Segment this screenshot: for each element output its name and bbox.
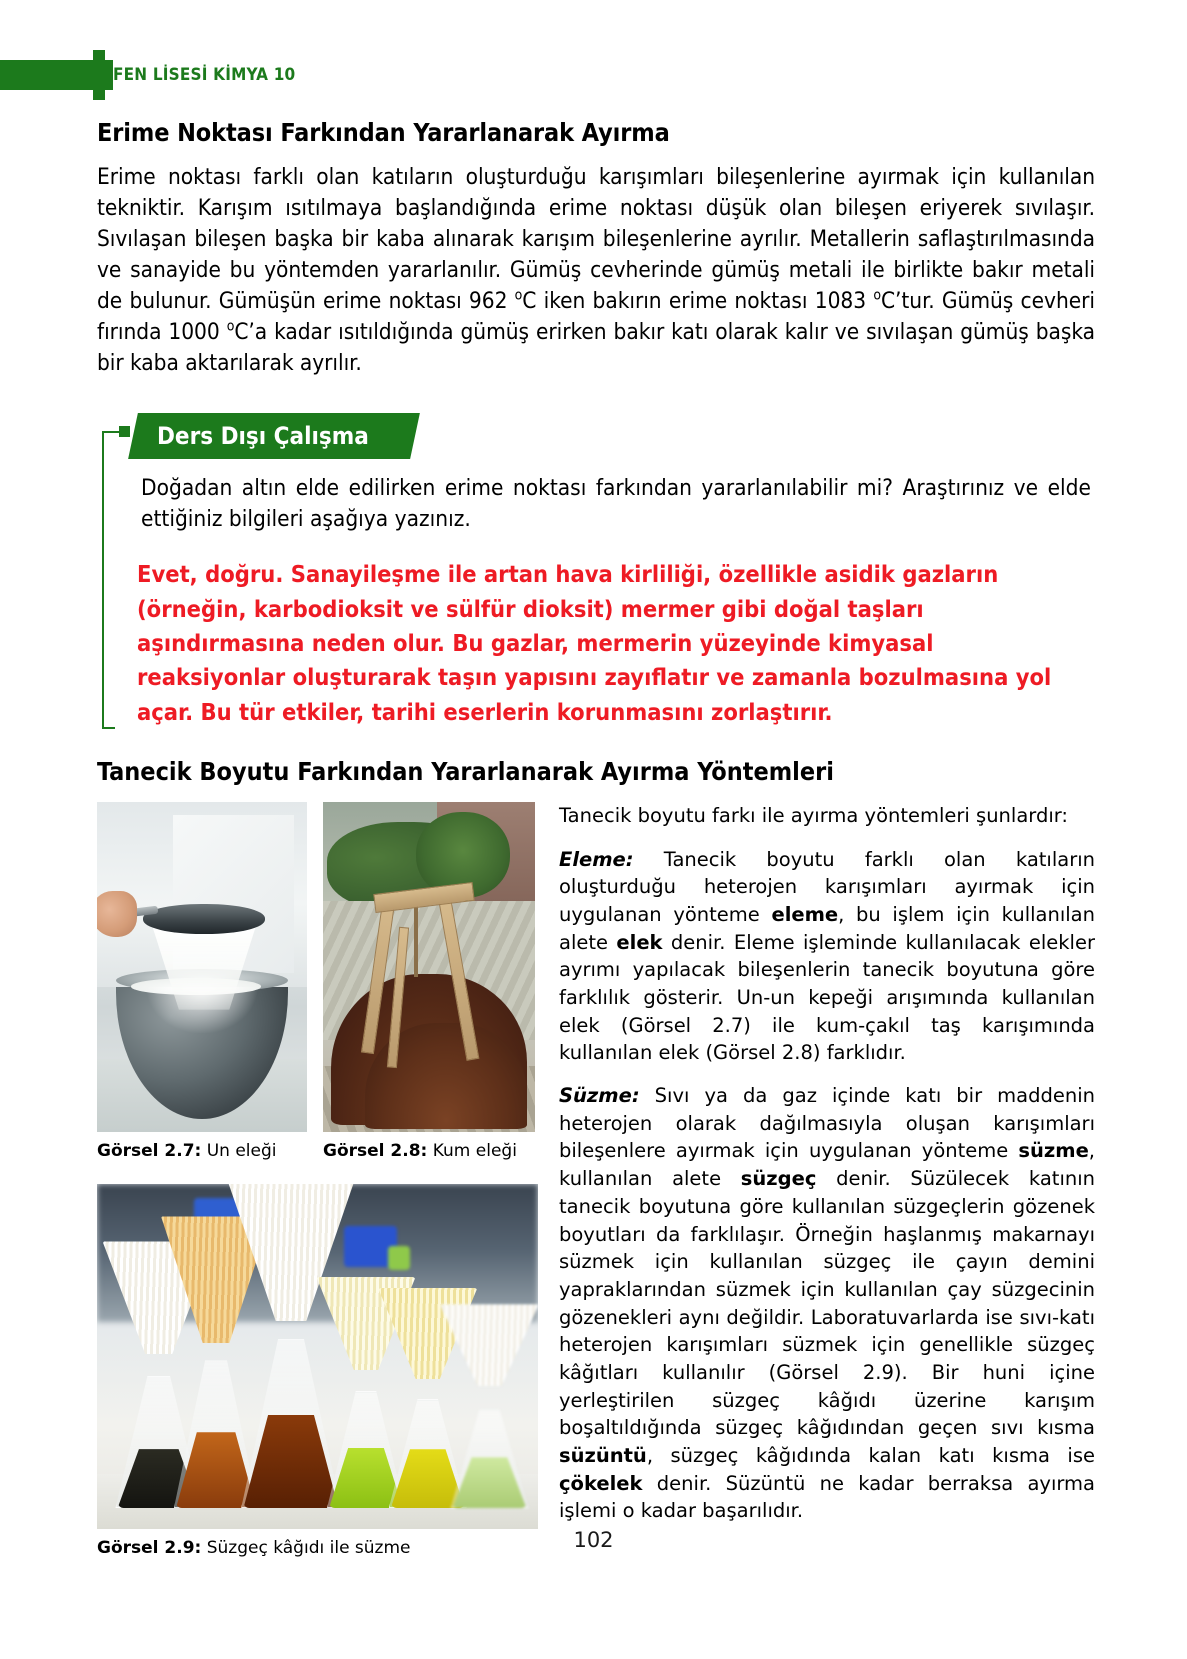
degree-symbol-3: o xyxy=(226,318,235,335)
gorsel-2-8-image xyxy=(323,802,535,1132)
gorsel-2-7-image xyxy=(97,802,307,1132)
section-heading-melting-point: Erime Noktası Farkından Yararlanarak Ayırma xyxy=(97,118,670,147)
gorsel-2-9-caption-text: Süzgeç kâğıdı ile süzme xyxy=(201,1538,411,1559)
eleme-bold-term-1: eleme xyxy=(771,902,839,926)
eleme-text-1: Tanecik boyutu farklı olan katıların oluşturduğu heterojen karışımları ayırmak için uygulanan yönteme xyxy=(559,847,1095,926)
paragraph-intro: Tanecik boyutu farkı ile ayırma yöntemleri şunlardır: xyxy=(559,803,1068,827)
callout-connector-knob xyxy=(119,426,130,437)
suzme-text-2: , kullanılan alete xyxy=(559,1139,1095,1191)
callout-prompt-text: Doğadan altın elde edilirken erime noktası farkından yararlanılabilir mi? Araştırınız ve elde ettiğiniz bilgileri aşağıya yazınız. xyxy=(141,475,1091,533)
figure-row-top xyxy=(97,802,537,1162)
gorsel-2-9-image xyxy=(97,1184,538,1529)
text-column xyxy=(559,802,1095,1540)
paragraph-suzme xyxy=(559,1082,1095,1525)
section1-text-part4: C’a kadar ısıtıldığında gümüş erirken bakır katı olarak kalır ve sıvılaşan gümüş başka bir kaba aktarılarak ayrılır. xyxy=(97,319,1095,377)
eleme-text-2: , bu işlem için kullanılan alete xyxy=(559,902,1095,954)
section1-text-part1: Erime noktası farklı olan katıların oluşturduğu karışımları bileşenlerine ayırmak için kullanılan tekniktir. Karışım ısıtılmaya başlandığında erime noktası düşük olan bileşen eriyerek sıvılaşır. Sıvılaşan bileşen başka bir kaba alınarak karışım bileşenlerine ayrılır. Metallerin saflaştırılmasında ve sanayide bu yöntemden yararlanılır. Gümüş cevherinde gümüş metali ile birlikte bakır metali de bulunur. Gümüşün erime noktası 962 xyxy=(97,164,1095,315)
gorsel-2-8-caption-text: Kum eleği xyxy=(427,1140,517,1161)
section1-paragraph xyxy=(97,162,1095,379)
suzme-text-5: denir. Süzüntü ne kadar berraksa ayırma işlemi o kadar başarılıdır. xyxy=(559,1471,1095,1523)
suzme-bold-term-3: süzüntü xyxy=(559,1444,647,1468)
suzme-text-3: denir. Süzülecek katının tanecik boyutuna göre kullanılan süzgeçlerin gözenek boyutları da farklılaşır. Örneğin haşlanmış makarnayı süzmek için kullanılan süzgeç ile çayın demini yapraklarından süzmek için kullanılan çay süzgecinin gözenekleri aynı değildir. Laboratuvarlarda ise sıvı-katı heterojen karışımları süzmek için genellikle süzgeç kâğıtları kullanılır (Görsel 2.9). Bir huni içine yerleştirilen süzgeç kâğıdı üzerine karışım boşaltıldığında süzgeç kâğıdından geçen sıvı kısma xyxy=(559,1167,1095,1440)
section1-text-part3: C’tur. Gümüş cevheri fırında 1000 xyxy=(97,288,1095,346)
callout-tag-banner xyxy=(128,413,420,459)
suzme-lead-label: Süzme: xyxy=(559,1084,640,1108)
eleme-text-3: denir. Eleme işleminde kullanılacak elekler ayrımı yapılacak bileşenlerin tanecik boyutuna göre farklılık gösterir. Un-un kepeği arışımında kullanılan elek (Görsel 2.7) ile kum-çakıl taş karışımında kullanılan elek (Görsel 2.8) farklıdır. xyxy=(559,930,1095,1065)
figure-gorsel-2-9 xyxy=(97,1184,537,1559)
degree-symbol-2: o xyxy=(873,287,881,304)
gorsel-2-9-label: Görsel 2.9: xyxy=(97,1538,202,1559)
gorsel-2-8-label: Görsel 2.8: xyxy=(323,1140,428,1161)
page-content xyxy=(97,118,1095,1559)
section-heading-particle-size: Tanecik Boyutu Farkından Yararlanarak Ayırma Yöntemleri xyxy=(97,756,834,786)
callout-left-rail xyxy=(102,431,104,729)
figure-gorsel-2-7 xyxy=(97,802,307,1162)
header-accent-tab xyxy=(93,50,105,100)
suzme-bold-term-2: süzgeç xyxy=(740,1167,817,1191)
running-header-title: FEN LİSESİ KİMYA 10 xyxy=(113,65,296,85)
callout-tag-label: Ders Dışı Çalışma xyxy=(157,422,369,451)
figures-column xyxy=(97,802,537,1560)
suzme-text-1: Sıvı ya da gaz içinde katı bir maddenin heterojen olarak dağılmasıyla oluşan karışımları bileşenlere ayırmak için uygulanan yönteme xyxy=(559,1084,1095,1163)
callout-student-answer: Evet, doğru. Sanayileşme ile artan hava kirliliği, özellikle asidik gazların (örneğin, karbodioksit ve sülfür dioksit) mermer gibi doğal taşları aşındırmasına neden olur. Bu gazlar, mermerin yüzeyinde kimyasal reaksiyonlar oluşturarak taşın yapısını zayıflatır ve zamanla bozulmasına yol açar. Bu tür etkiler, tarihi eserlerin korunmasını zorlaştırır. xyxy=(137,560,1052,726)
eleme-bold-term-2: elek xyxy=(616,930,663,954)
suzme-bold-term-1: süzme xyxy=(1018,1139,1089,1163)
page-number: 102 xyxy=(573,1528,614,1552)
eleme-lead-label: Eleme: xyxy=(559,847,634,871)
figure-text-columns xyxy=(97,802,1095,1560)
gorsel-2-7-label: Görsel 2.7: xyxy=(97,1140,202,1161)
gorsel-2-7-caption xyxy=(97,1141,307,1162)
gorsel-2-8-caption xyxy=(323,1141,535,1162)
suzme-bold-term-4: çökelek xyxy=(559,1471,643,1495)
ders-disi-calisma-callout xyxy=(97,413,1095,729)
paragraph-eleme xyxy=(559,846,1095,1068)
suzme-text-4: , süzgeç kâğıdında kalan katı kısma ise xyxy=(646,1444,1095,1468)
figure-gorsel-2-8 xyxy=(323,802,535,1162)
degree-symbol-1: o xyxy=(514,287,523,304)
gorsel-2-7-caption-text: Un eleği xyxy=(201,1140,277,1161)
section1-text-part2: C iken bakırın erime noktası 1083 xyxy=(522,288,874,315)
